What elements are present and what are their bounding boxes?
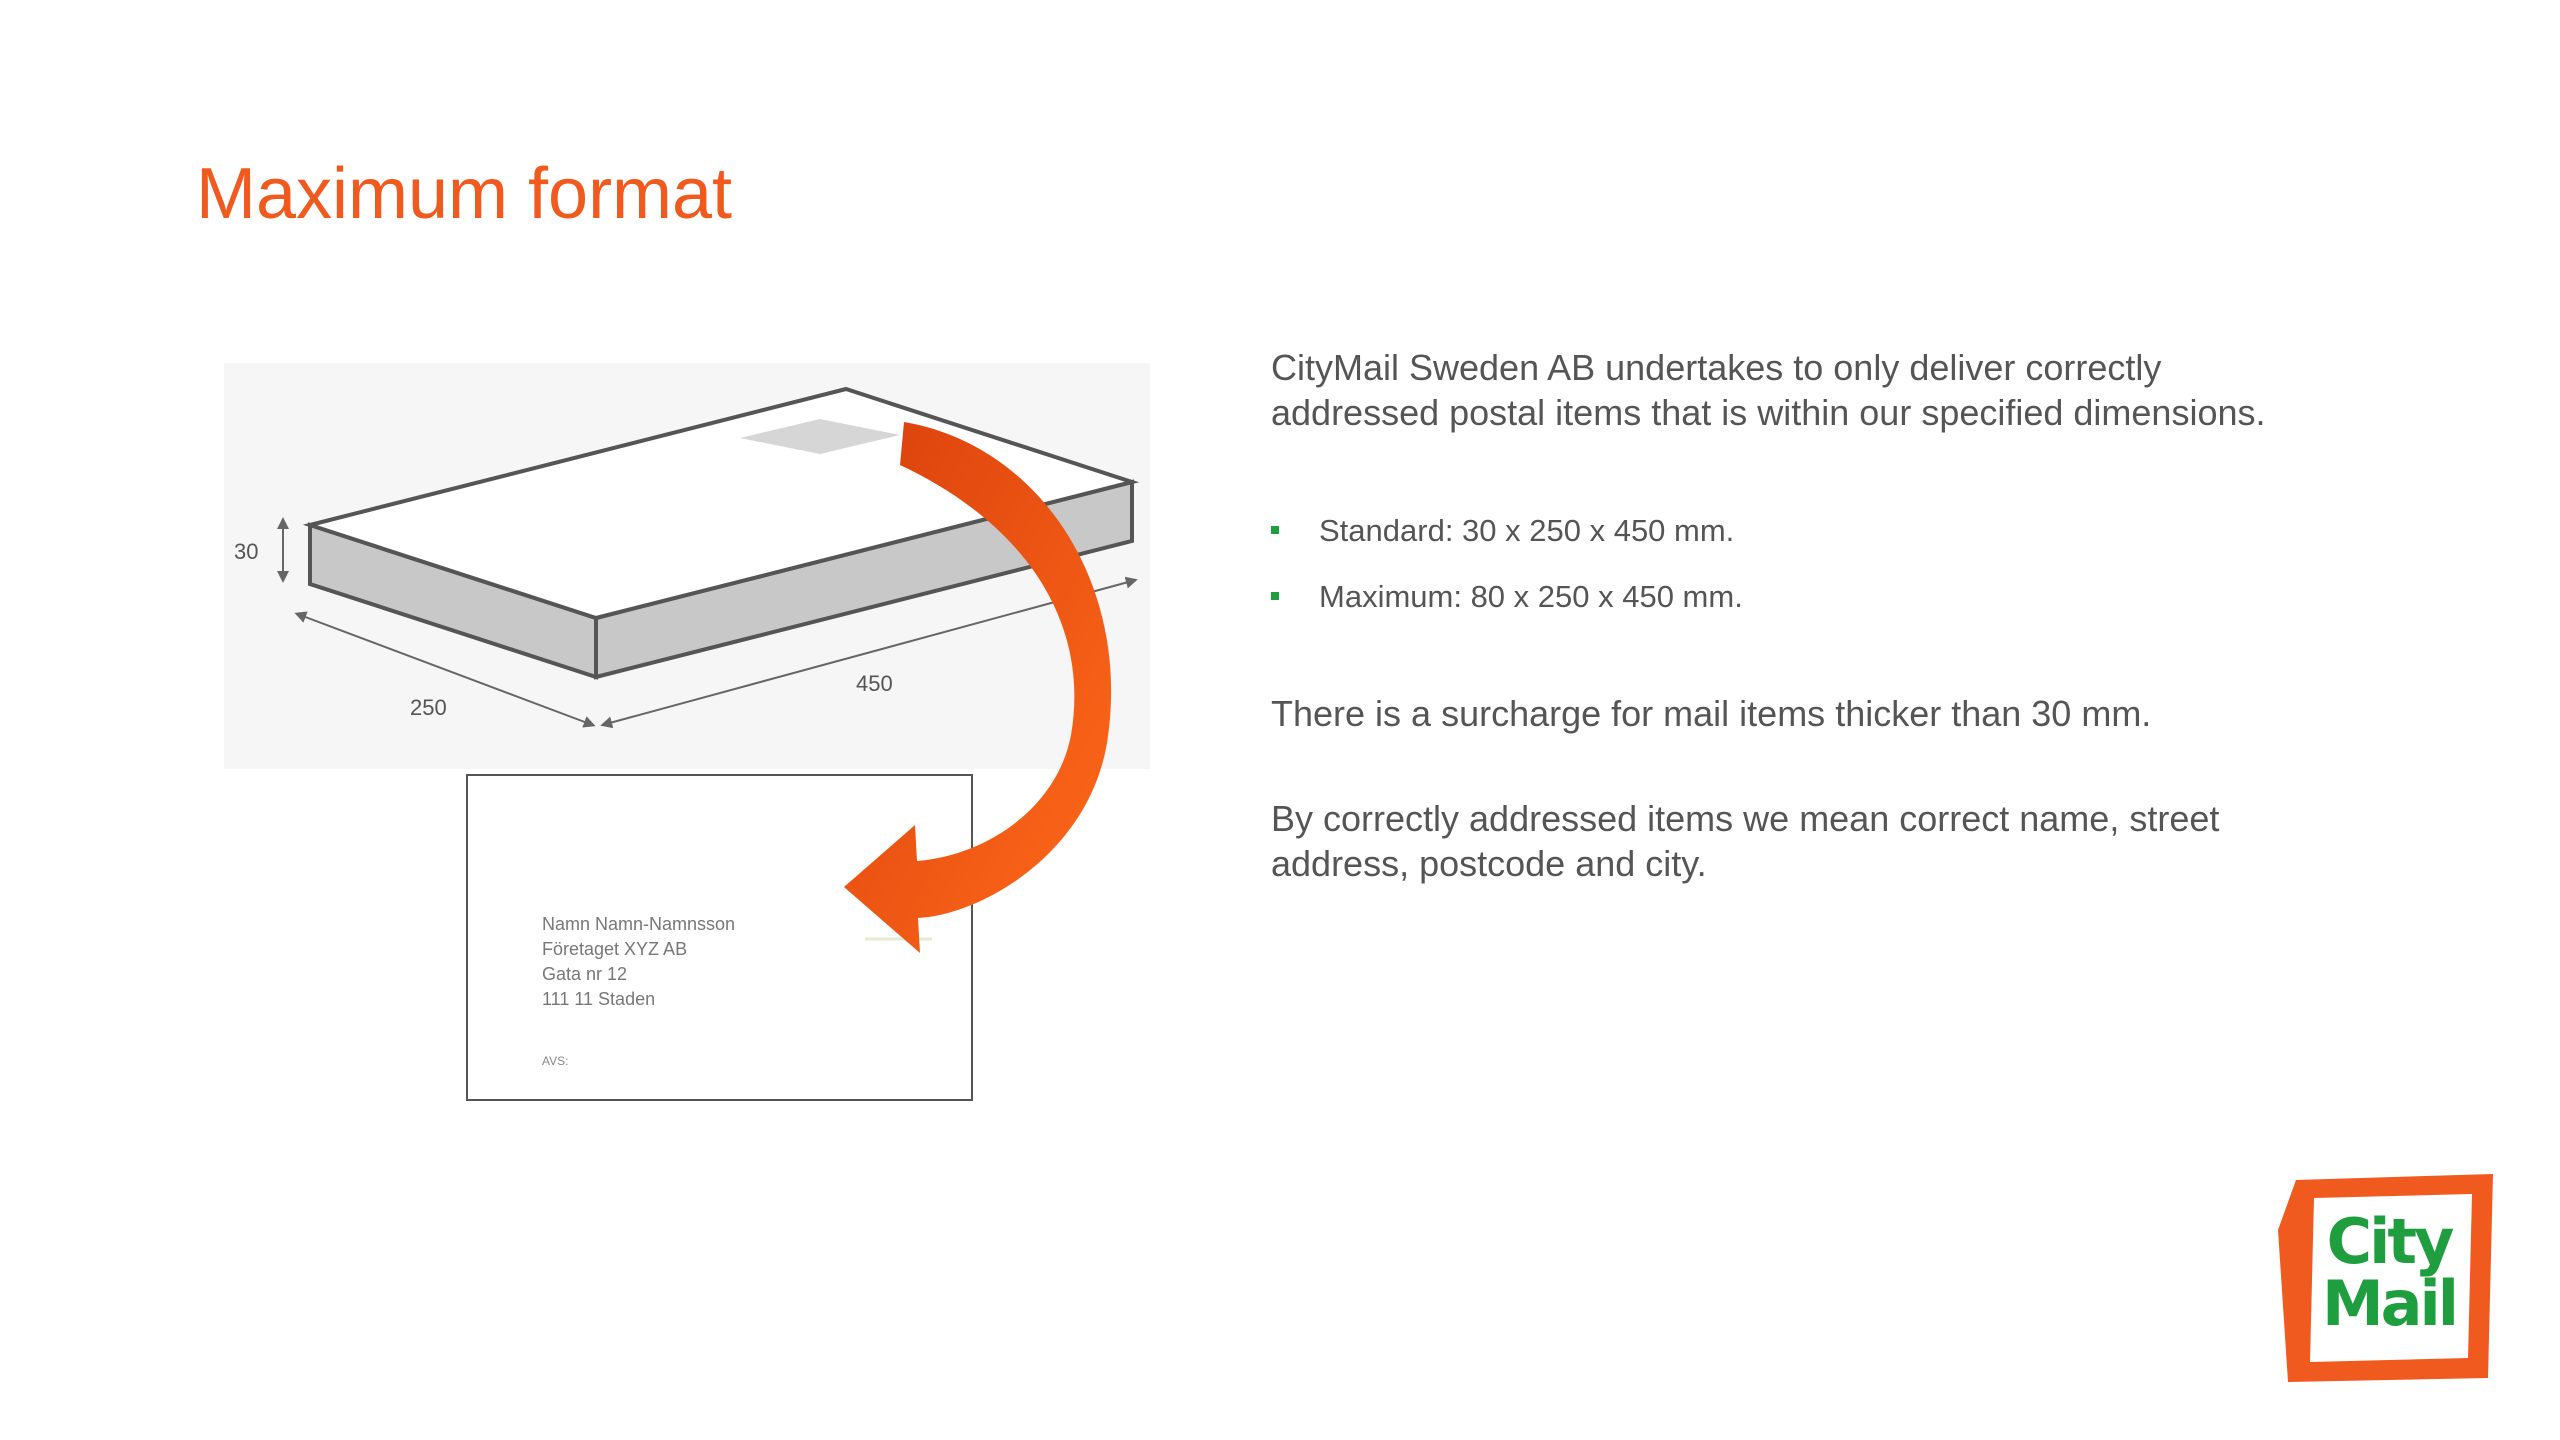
width-label: 250: [410, 695, 447, 720]
intro-paragraph: CityMail Sweden AB undertakes to only deliver correctly addressed postal items that is within our specified dimensions.: [1271, 347, 2266, 433]
list-item: [1271, 511, 2281, 551]
envelope-front: [467, 775, 972, 1100]
bullet-square-icon: [1271, 592, 1279, 600]
bullet-text: Standard: 30 x 250 x 450 mm.: [1319, 513, 1735, 548]
definition-paragraph: By correctly addressed items we mean correct name, street address, postcode and city.: [1271, 798, 2220, 884]
address-line: Namn Namn-Namnsson: [542, 914, 736, 934]
address-line: Företaget XYZ AB: [542, 939, 688, 959]
slide-title: Maximum format: [196, 154, 733, 234]
surcharge-paragraph: There is a surcharge for mail items thicker than 30 mm.: [1271, 693, 2152, 734]
info-text-column: [1271, 345, 2281, 886]
bullet-square-icon: [1271, 526, 1279, 534]
mail-dimensions-illustration: [220, 355, 1220, 1135]
bullet-text: Maximum: 80 x 250 x 450 mm.: [1319, 579, 1743, 614]
logo-text-mail: Mail: [2321, 1267, 2457, 1340]
address-line: 111 11 Staden: [542, 989, 656, 1009]
logo-text-city: City: [2326, 1205, 2452, 1278]
envelope-diagram: [220, 355, 1220, 1135]
dimension-list: [1271, 511, 2281, 617]
address-line: Gata nr 12: [542, 964, 628, 984]
length-label: 450: [856, 671, 893, 696]
list-item: [1271, 577, 2281, 617]
sender-label: AVS:: [542, 1054, 569, 1068]
thickness-label: 30: [234, 539, 259, 564]
citymail-logo: [2278, 1170, 2500, 1384]
